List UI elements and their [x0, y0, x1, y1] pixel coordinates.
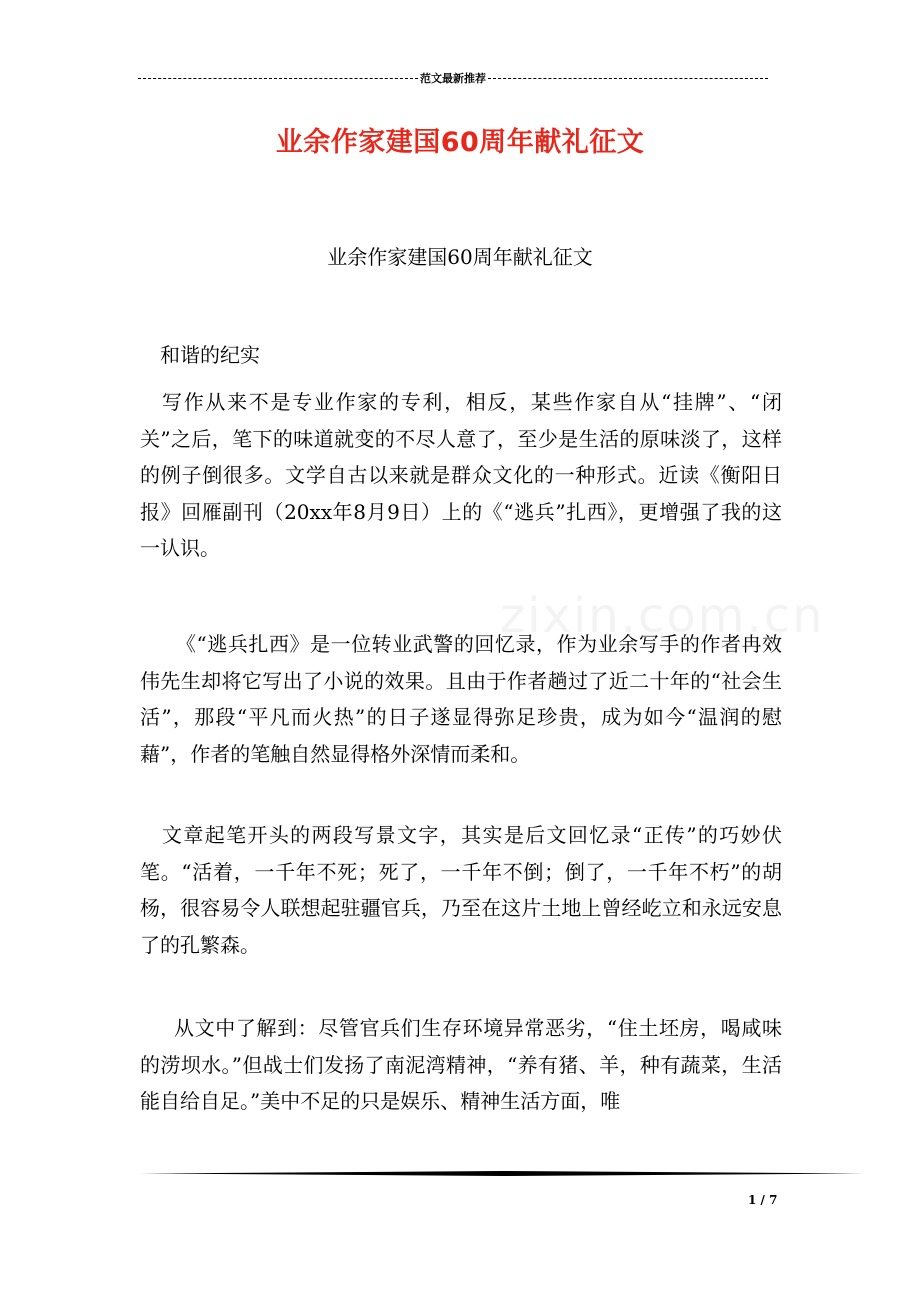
page-number: 1 / 7 — [748, 1193, 778, 1207]
paragraph-3: 文章起笔开头的两段写景文字，其实是后文回忆录“正传”的巧妙伏笔。“活着，一千年不死；死了，一千年不倒；倒了，一千年不朽”的胡杨，很容易令人联想起驻疆官兵，乃至在这片土地上曾经屹立和永远安息了的孔繁森。 — [140, 823, 782, 957]
footer-rule — [140, 1171, 864, 1176]
paragraph-2: 《“逃兵扎西》是一位转业武警的回忆录，作为业余写手的作者冉效伟先生却将它写出了小说的效果。且由于作者趟过了近二十年的“社会生活”，那段“平凡而火热”的日子遂显得弥足珍贵，成为如今“温润的慰藉”，作者的笔触自然显得格外深情而柔和。 — [140, 632, 782, 766]
paragraph-4: 从文中了解到：尽管官兵们生存环境异常恶劣，“住土坯房，喝咸味的涝坝水。”但战士们发扬了南泥湾精神，“养有猪、羊，种有蔬菜，生活能自给自足。”美中不足的只是娱乐、精神生活方面，唯 — [140, 1016, 782, 1113]
document-title: 业余作家建国60周年献礼征文 — [275, 127, 645, 158]
document-subtitle: 业余作家建国60周年献礼征文 — [327, 245, 593, 269]
header-label: 范文最新推荐 — [420, 72, 486, 85]
section-heading: 和谐的纪实 — [160, 343, 260, 367]
footer-rule-shape — [140, 1171, 864, 1176]
header-dash-right — [488, 78, 768, 79]
header-dash-left — [138, 78, 418, 79]
paragraph-1: 写作从来不是专业作家的专利，相反，某些作家自从“挂牌”、“闭关”之后，笔下的味道就变的不尽人意了，至少是生活的原味淡了，这样的例子倒很多。文学自古以来就是群众文化的一种形式。近读《衡阳日报》回雁副刊（20xx年8月9日）上的《“逃兵”扎西》，更增强了我的这一认识。 — [140, 390, 782, 560]
watermark — [500, 588, 825, 644]
page-header — [138, 68, 768, 88]
